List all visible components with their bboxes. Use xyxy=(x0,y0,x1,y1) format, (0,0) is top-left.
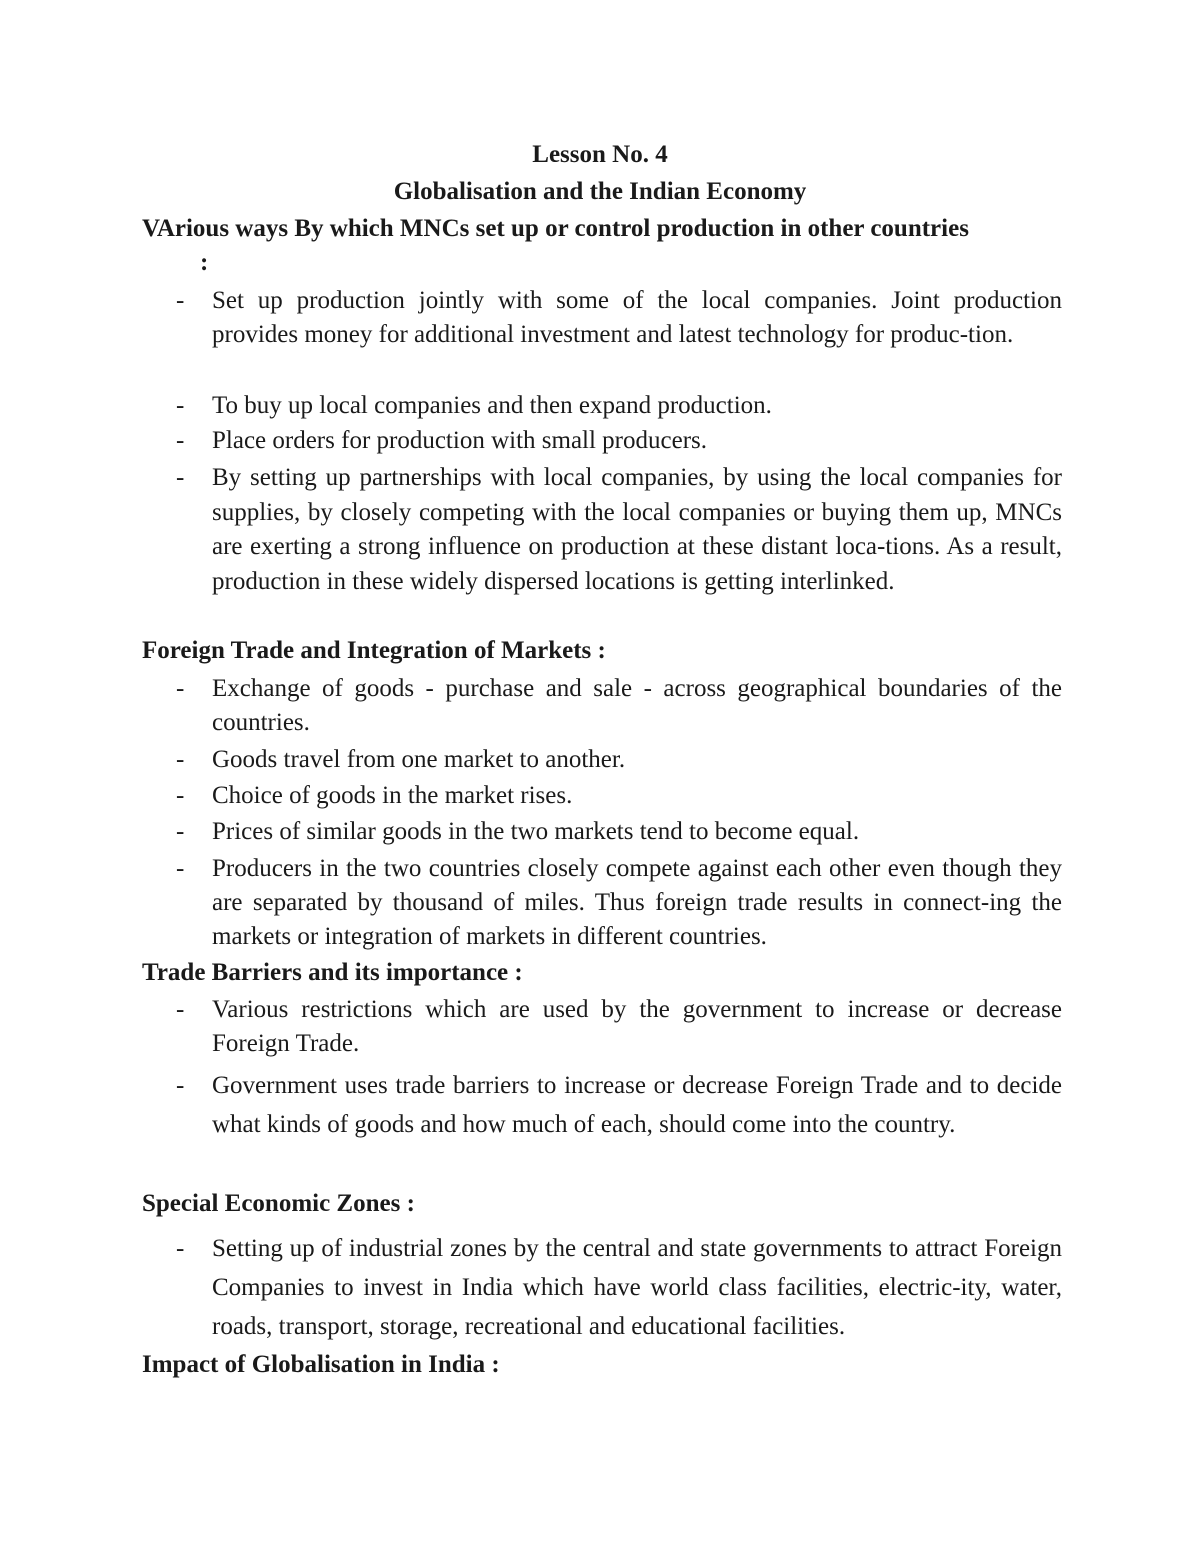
section-heading-sez: Special Economic Zones : xyxy=(142,1190,415,1217)
list-item xyxy=(176,389,1062,423)
list-item-text: Government uses trade barriers to increase or decrease Foreign Trade and to decide what kinds of goods and how much of each, should come into the country. xyxy=(212,1072,1062,1138)
dash-bullet: - xyxy=(176,287,185,314)
list-item xyxy=(176,284,1062,352)
list-item xyxy=(176,779,1062,813)
section-heading-trade-barriers: Trade Barriers and its importance : xyxy=(142,959,523,986)
list-item-text: Place orders for production with small producers. xyxy=(212,427,708,454)
list-item-text: Goods travel from one market to another. xyxy=(212,746,626,773)
list-item-text: Prices of similar goods in the two markets tend to become equal. xyxy=(212,818,860,845)
chapter-title: Globalisation and the Indian Economy xyxy=(393,178,807,205)
list-item-text: Various restrictions which are used by the government to increase or decrease Foreign Trade. xyxy=(212,996,1062,1057)
dash-bullet: - xyxy=(176,392,185,419)
dash-bullet: - xyxy=(176,675,185,702)
dash-bullet: - xyxy=(176,427,185,454)
section-heading-mnc-ways: VArious ways By which MNCs set up or control production in other countries xyxy=(142,215,969,242)
list-item xyxy=(176,461,1062,599)
list-item-text: Set up production jointly with some of the local companies. Joint production provides money for additional investment and latest technology for produc-tion. xyxy=(212,287,1062,348)
list-item-text: By setting up partnerships with local companies, by using the local companies for supplies, by closely competing with the local companies or buying them up, MNCs are exerting a strong influence on production at these distant loca-tions. As a result, production in these widely dispersed locations is getting interlinked. xyxy=(212,464,1062,595)
list-item-text: Choice of goods in the market rises. xyxy=(212,782,573,809)
list-item-text: To buy up local companies and then expand production. xyxy=(212,392,772,419)
section-heading-impact: Impact of Globalisation in India : xyxy=(142,1351,500,1378)
list-item xyxy=(176,852,1062,954)
list-item-text: Exchange of goods - purchase and sale - across geographical boundaries of the countries. xyxy=(212,675,1062,736)
list-item xyxy=(176,672,1062,740)
section-heading-foreign-trade: Foreign Trade and Integration of Markets : xyxy=(142,637,606,664)
list-item xyxy=(176,743,1062,777)
dash-bullet: - xyxy=(176,1072,185,1099)
list-item-text: Setting up of industrial zones by the central and state governments to attract Foreign Companies to invest in India which have world class facilities, electric-ity, water, roads, transport, storage, recreational and educational facilities. xyxy=(212,1235,1062,1340)
list-item-text: Producers in the two countries closely compete against each other even though they are separated by thousand of miles. Thus foreign trade results in connect-ing the markets or integration of markets in different countries. xyxy=(212,855,1062,950)
dash-bullet: - xyxy=(176,464,185,491)
list-item xyxy=(176,1066,1062,1144)
list-item xyxy=(176,993,1062,1061)
list-item xyxy=(176,1229,1062,1346)
dash-bullet: - xyxy=(176,818,185,845)
lesson-number: Lesson No. 4 xyxy=(532,141,668,168)
list-item xyxy=(176,424,1062,458)
dash-bullet: - xyxy=(176,782,185,809)
list-item xyxy=(176,815,1062,849)
dash-bullet: - xyxy=(176,996,185,1023)
dash-bullet: - xyxy=(176,1235,185,1262)
dash-bullet: - xyxy=(176,855,185,882)
section-heading-colon: : xyxy=(200,249,209,276)
dash-bullet: - xyxy=(176,746,185,773)
